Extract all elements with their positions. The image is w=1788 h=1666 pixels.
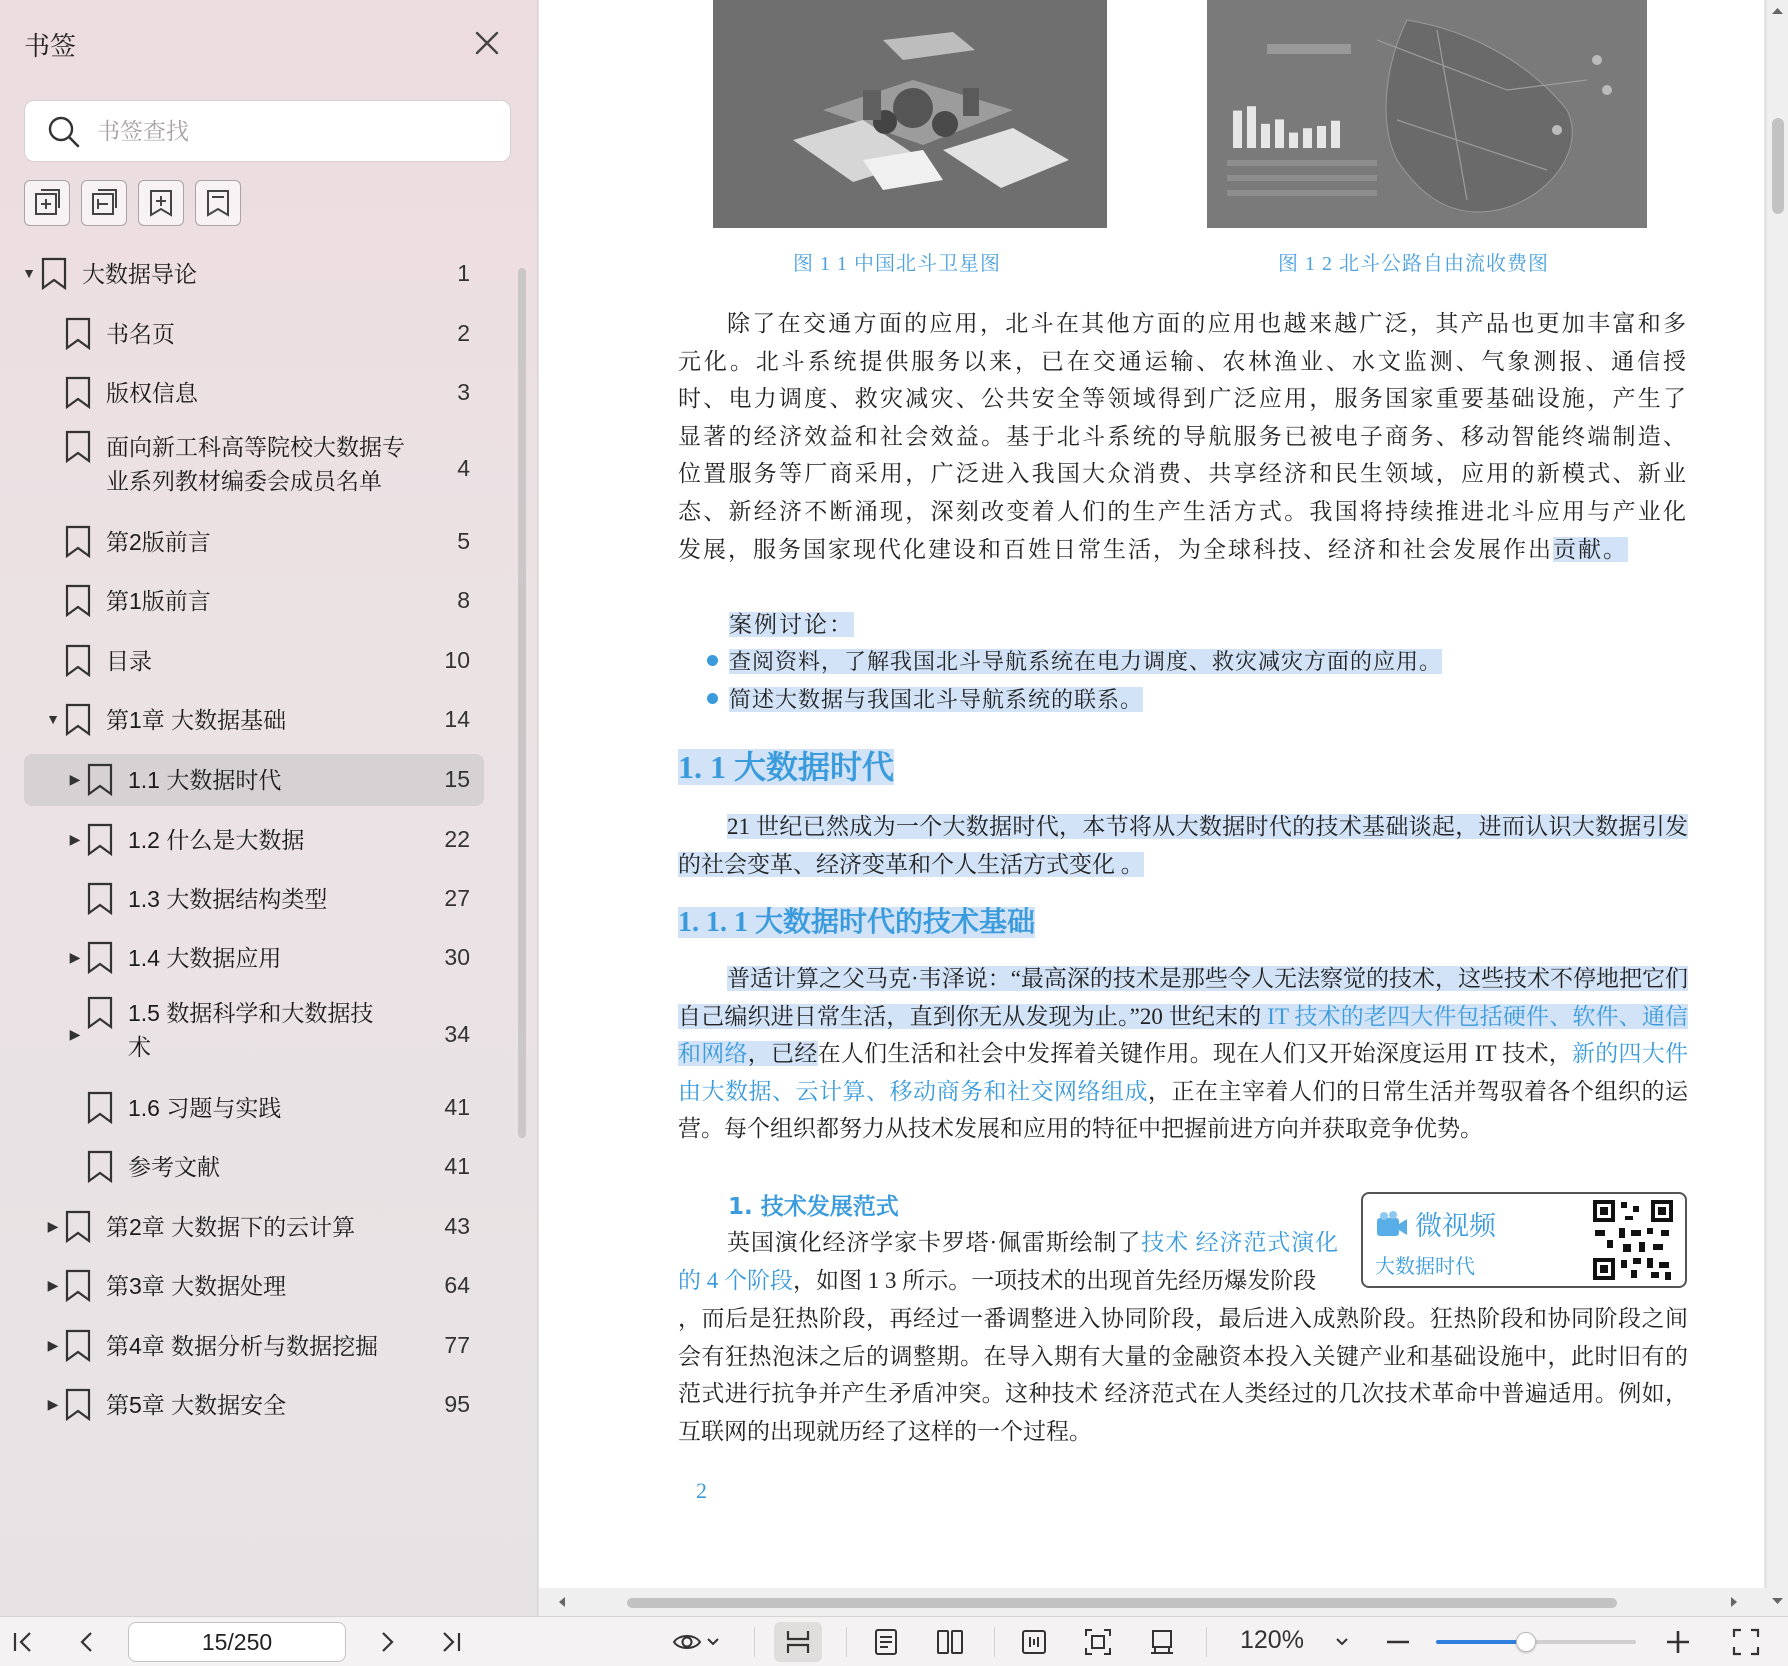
bookmark-icon (64, 1269, 92, 1303)
bookmark-item[interactable] (24, 635, 484, 687)
micro-video-title: 微视频 (1415, 1211, 1496, 1241)
zoom-slider-fill (1436, 1640, 1526, 1644)
section-heading-1-1-text: 1. 1 大数据时代 (678, 749, 895, 785)
bookmark-icon (64, 584, 92, 618)
case-discussion-label (729, 606, 929, 644)
close-sidebar-button[interactable] (470, 26, 504, 60)
satellite-illustration (713, 0, 1107, 228)
bookmark-label: 第1章 大数据基础 (106, 707, 287, 733)
bookmark-label: 第5章 大数据安全 (106, 1392, 287, 1418)
bookmark-item[interactable] (24, 814, 484, 866)
scroll-right-icon (1727, 1588, 1741, 1616)
bookmark-page-number: 1 (457, 260, 470, 286)
toll-bar (1247, 106, 1256, 148)
expanded-arrow-icon[interactable]: ▼ (22, 265, 36, 281)
bookmark-icon (64, 644, 92, 678)
fullscreen-button[interactable] (1728, 1625, 1764, 1659)
bookmark-label: 1.2 什么是大数据 (128, 827, 305, 853)
bookmark-label: 第2版前言 (106, 529, 211, 555)
subheading-tech-paradigm: 1. 技术发展范式 (728, 1194, 899, 1220)
bookmark-item[interactable] (24, 1320, 484, 1372)
weiser-quote-text: 普适计算之父马克·韦泽说：“最高深的技术是那些令人无法察觉的技术，这些技术不停地把它们自己编织进日常生活，直到你无从发现为止。”20 世纪末的 (678, 966, 1688, 1029)
collapsed-arrow-icon[interactable]: ▶ (69, 949, 81, 965)
toll-bar (1261, 124, 1270, 148)
scroll-up-icon (1767, 4, 1788, 18)
fit-page-icon (1083, 1627, 1113, 1657)
bookmark-icon (64, 1210, 92, 1244)
bookmark-icon (86, 763, 114, 797)
bottom-toolbar (0, 1616, 1788, 1666)
single-page-icon (871, 1627, 901, 1657)
collapsed-arrow-icon[interactable]: ▶ (47, 1337, 59, 1353)
scroll-down-icon (1767, 1594, 1788, 1608)
bullet-item-2 (729, 683, 1143, 714)
bookmark-page-number: 14 (444, 706, 470, 732)
toll-bar (1275, 119, 1284, 148)
bookmark-page-number: 22 (444, 826, 470, 852)
fullscreen-icon (1731, 1627, 1761, 1657)
collapse-all-icon (89, 188, 119, 218)
rotate-page-button[interactable] (1142, 1625, 1182, 1659)
view-mode-button[interactable] (664, 1625, 728, 1659)
toll-bar (1331, 121, 1340, 148)
bookmark-page-number: 4 (457, 455, 470, 481)
bookmark-label: 第2章 大数据下的云计算 (106, 1214, 356, 1240)
weiser-text-d: ，正在主宰着人们的日常生活并驾驭着各个组织的运营。每个组织都努力从技术发展和应用的特征中把握前进方向并获取竞争优势。 (678, 1078, 1688, 1142)
fit-page-button[interactable] (1078, 1625, 1118, 1659)
bookmark-page-number: 5 (457, 528, 470, 554)
bookmark-label: 1.1 大数据时代 (128, 767, 282, 793)
plus-icon (1663, 1627, 1693, 1657)
continuous-scroll-button[interactable] (774, 1622, 822, 1662)
continuous-scroll-icon (783, 1627, 813, 1657)
zoom-out-button[interactable] (1380, 1625, 1416, 1659)
zoom-slider-knob[interactable] (1516, 1632, 1536, 1652)
paragraph-beidou-applications (678, 305, 1688, 568)
new-four-link: 新的四大件由大数据、云计算、移动商务和社交网络组成 (678, 1041, 1689, 1104)
bookmark-page-number: 3 (457, 379, 470, 405)
sidebar-scrollbar[interactable] (518, 268, 526, 1138)
bookmark-page-number: 64 (444, 1272, 470, 1298)
minus-icon (1383, 1627, 1413, 1657)
bookmark-sidebar (0, 0, 538, 1616)
paragraph-big-data-era-text: 21 世纪已然成为一个大数据时代，本节将从大数据时代的技术基础谈起，进而认识大数据引发的社会变革、经济变革和个人生活方式变化 。 (678, 814, 1688, 877)
bookmark-icon (64, 525, 92, 559)
bookmark-label: 第3章 大数据处理 (106, 1273, 287, 1299)
micro-video-subtitle: 大数据时代 (1375, 1256, 1475, 1278)
bookmark-item[interactable] (24, 1082, 484, 1134)
figure-beidou-satellite (713, 0, 1107, 228)
paragraph-beidou-text: 除了在交通方面的应用，北斗在其他方面的应用也越来越广泛，其产品也更加丰富和多元化。北斗系统提供服务以来，已在交通运输、农林渔业、水文监测、气象测报、通信授时、电力调度、救灾减灾、公共安全等领域得到广泛应用，服务国家重要基础设施，产生了显著的经济效益和社会效益。基于北斗系统的导航服务已被电子商务、移动智能终端制造、位置服务等厂商采用，广泛进入我国大众消费、共享经济和民生领域，应用的新模式、新业态、新经济不断涌现，深刻改变着人们的生产生活方式。我国将持续推进北斗应用与产业化发展，服务国家现代化建设和百姓日常生活，为全球科技、经济和社会发展作出 (678, 311, 1688, 562)
horizontal-scrollbar[interactable] (539, 1588, 1767, 1616)
bookmark-page-number: 95 (444, 1391, 470, 1417)
bookmark-item[interactable] (24, 516, 484, 568)
bookmark-item[interactable] (24, 248, 484, 300)
bookmark-label: 大数据导论 (82, 261, 197, 287)
vertical-scrollbar[interactable] (1767, 0, 1788, 1616)
zoom-in-button[interactable] (1660, 1625, 1696, 1659)
collapse-all-button[interactable] (81, 180, 127, 226)
bullet-2-text: 简述大数据与我国北斗导航系统的联系。 (729, 687, 1144, 712)
it-old-four-link: IT 技术的老四大件包括硬件、软件、通信和网络 (678, 1003, 1688, 1067)
bookmark-label-line: 业系列教材编委会成员名单 (106, 468, 382, 494)
sidebar-title: 书签 (24, 31, 77, 61)
paragraph-big-data-era (678, 808, 1688, 883)
figure-beidou-toll-map (1207, 0, 1647, 228)
bookmark-page-number: 77 (444, 1332, 470, 1358)
bookmark-label (128, 996, 373, 1064)
bookmark-icon (86, 1091, 114, 1125)
bookmark-icon (86, 882, 114, 916)
page-number: 2 (696, 1478, 707, 1503)
first-page-button[interactable] (6, 1625, 40, 1659)
bookmark-icon (64, 317, 92, 351)
bookmark-label-line: 术 (128, 1034, 151, 1060)
bookmark-item[interactable] (24, 873, 484, 925)
horizontal-scroll-thumb[interactable] (627, 1598, 1617, 1608)
weiser-text-c: 在人们生活和社会中发挥着关键作用。现在人们又开始深度运用 IT 技术， (817, 1041, 1572, 1067)
bookmark-page-number: 10 (444, 647, 470, 673)
bookmark-button[interactable] (195, 180, 241, 226)
bookmark-icon (64, 376, 92, 410)
zoom-dropdown-button[interactable] (1330, 1625, 1354, 1659)
case-discussion-text: 案例讨论： (729, 612, 854, 637)
bookmark-label: 参考文献 (128, 1154, 220, 1180)
document-page (539, 0, 1764, 1588)
last-page-icon (436, 1627, 466, 1657)
bookmark-page-number: 27 (444, 885, 470, 911)
bookmark-label: 第4章 数据分析与数据挖掘 (106, 1333, 379, 1359)
chevron-left-icon (72, 1627, 102, 1657)
bookmark-label-line: 面向新工科高等院校大数据专 (106, 434, 405, 460)
chevron-down-icon (1335, 1635, 1349, 1649)
bookmark-label: 目录 (106, 648, 152, 674)
qr-code-icon (1591, 1198, 1675, 1282)
bookmark-page-number: 43 (444, 1213, 470, 1239)
collapsed-arrow-icon[interactable]: ▶ (47, 1396, 59, 1412)
last-page-button[interactable] (434, 1625, 468, 1659)
section-heading-1-1 (678, 742, 894, 788)
bookmark-icon (86, 1150, 114, 1184)
bookmark-item[interactable] (24, 426, 484, 512)
collapsed-arrow-icon[interactable]: ▶ (47, 1218, 59, 1234)
add-bookmark-button[interactable] (138, 180, 184, 226)
zoom-slider[interactable] (1436, 1640, 1636, 1644)
section-heading-1-1-1 (678, 900, 1035, 940)
close-icon (470, 26, 504, 60)
paragraph-perez-top (678, 1224, 1338, 1300)
bookmark-item[interactable] (24, 1141, 484, 1193)
bookmark-page-number: 15 (444, 766, 470, 792)
bookmark-item[interactable] (24, 308, 484, 360)
separator (994, 1627, 995, 1657)
bookmark-page-number: 2 (457, 320, 470, 346)
page-number-input[interactable] (128, 1622, 346, 1662)
next-page-button[interactable] (370, 1625, 404, 1659)
bookmark-icon (86, 823, 114, 857)
bookmark-search-box (24, 100, 511, 162)
two-page-button[interactable] (930, 1625, 970, 1659)
bookmark-icon (40, 257, 68, 291)
vertical-scroll-thumb[interactable] (1772, 118, 1784, 214)
section-heading-1-1-1-text: 1. 1. 1 大数据时代的技术基础 (678, 907, 1036, 938)
bullet-dot (707, 655, 718, 666)
perez-text-a: 英国演化经济学家卡罗塔·佩雷斯绘制了 (727, 1230, 1142, 1255)
first-page-icon (8, 1627, 38, 1657)
fit-width-button[interactable] (1014, 1625, 1054, 1659)
bookmark-label-line: 1.5 数据科学和大数据技 (128, 1000, 374, 1026)
bookmark-outline-icon (203, 188, 233, 218)
bookmark-page-number: 8 (457, 587, 470, 613)
paragraph-beidou-end: 贡献。 (1553, 536, 1628, 562)
two-page-icon (935, 1627, 965, 1657)
chevron-right-icon (372, 1627, 402, 1657)
perez-text-rest: ，而后是狂热阶段，再经过一番调整进入协同阶段，最后进入成熟阶段。狂热阶段和协同阶段之间会有狂热泡沫之后的调整期。在导入期有大量的金融资本投入关键产业和基础设施中，此时旧有的范式进行抗争并产生矛盾冲突。这种技术 经济范式在人类经过的几次技术革命中普遍适用。例如，互联网的出现就历经了这样的一个过程。 (678, 1306, 1688, 1444)
weiser-text-b: ，已经 (747, 1041, 818, 1067)
bookmark-label: 1.6 习题与实践 (128, 1095, 282, 1121)
collapsed-arrow-icon[interactable]: ▶ (47, 1277, 59, 1293)
eye-icon (672, 1627, 702, 1657)
bookmark-label: 第1版前言 (106, 588, 211, 614)
separator (846, 1627, 847, 1657)
bookmark-item[interactable] (24, 992, 484, 1078)
bookmark-page-number: 41 (444, 1153, 470, 1179)
bookmark-item[interactable] (24, 367, 484, 419)
expanded-arrow-icon[interactable]: ▼ (46, 711, 60, 727)
bookmark-icon (64, 703, 92, 737)
add-bookmark-icon (146, 188, 176, 218)
collapsed-arrow-icon[interactable]: ▶ (69, 831, 81, 847)
video-icon (1375, 1210, 1409, 1240)
bookmark-page-number: 41 (444, 1094, 470, 1120)
toll-bar (1317, 126, 1326, 148)
bookmark-item[interactable] (24, 694, 484, 746)
bookmark-toolbar (24, 180, 241, 226)
bookmark-page-number: 30 (444, 944, 470, 970)
collapsed-arrow-icon[interactable]: ▶ (69, 1026, 81, 1042)
bullet-dot (707, 693, 718, 704)
single-page-button[interactable] (866, 1625, 906, 1659)
bookmark-label: 书名页 (106, 321, 175, 347)
bookmark-label: 1.3 大数据结构类型 (128, 886, 328, 912)
bookmark-item[interactable] (24, 575, 484, 627)
rotate-page-icon (1147, 1627, 1177, 1657)
separator (1206, 1627, 1207, 1657)
bookmark-label: 版权信息 (106, 380, 198, 406)
bookmark-item[interactable] (24, 932, 484, 984)
bookmark-label (106, 430, 405, 498)
bookmark-item[interactable] (24, 1201, 484, 1253)
bookmark-item[interactable] (24, 1260, 484, 1312)
toll-map-illustration (1207, 0, 1647, 228)
bookmark-icon (64, 1329, 92, 1363)
figure-1-2-caption: 图 1 2 北斗公路自由流收费图 (1278, 253, 1549, 275)
bookmark-item[interactable] (24, 754, 484, 806)
toll-bar (1289, 133, 1298, 148)
collapsed-arrow-icon[interactable]: ▶ (69, 771, 81, 787)
search-icon (47, 115, 81, 149)
scroll-left-icon (555, 1588, 569, 1616)
bullet-item-1 (729, 645, 1442, 676)
expand-all-button[interactable] (24, 180, 70, 226)
bookmark-icon (64, 430, 92, 464)
bookmark-icon (86, 996, 114, 1030)
bookmark-label: 1.4 大数据应用 (128, 945, 282, 971)
bookmark-page-number: 34 (444, 1021, 470, 1047)
chevron-down-icon (706, 1635, 720, 1649)
figure-1-1-caption: 图 1 1 中国北斗卫星图 (793, 253, 1001, 275)
bookmark-item[interactable] (24, 1379, 484, 1431)
expand-all-icon (32, 188, 62, 218)
toll-bar (1233, 111, 1242, 148)
toll-bar (1303, 128, 1312, 148)
previous-page-button[interactable] (70, 1625, 104, 1659)
bookmark-icon (64, 1388, 92, 1422)
zoom-level[interactable]: 120% (1240, 1626, 1304, 1654)
separator (754, 1627, 755, 1657)
bullet-1-text: 查阅资料，了解我国北斗导航系统在电力调度、救灾减灾方面的应用。 (729, 649, 1443, 674)
paragraph-perez-rest (678, 1300, 1688, 1450)
fit-width-icon (1019, 1627, 1049, 1657)
bookmark-icon (86, 941, 114, 975)
tech-economy-paradigm-link: 技术 经济范式演化的 4 个阶段 (678, 1230, 1338, 1293)
paragraph-weiser (678, 960, 1688, 1148)
bookmark-search-input[interactable] (97, 111, 487, 151)
micro-video-card[interactable] (1361, 1192, 1687, 1288)
perez-text-b: ，如图 1 3 所示。一项技术的出现首先经历爆发阶段 (793, 1267, 1317, 1293)
